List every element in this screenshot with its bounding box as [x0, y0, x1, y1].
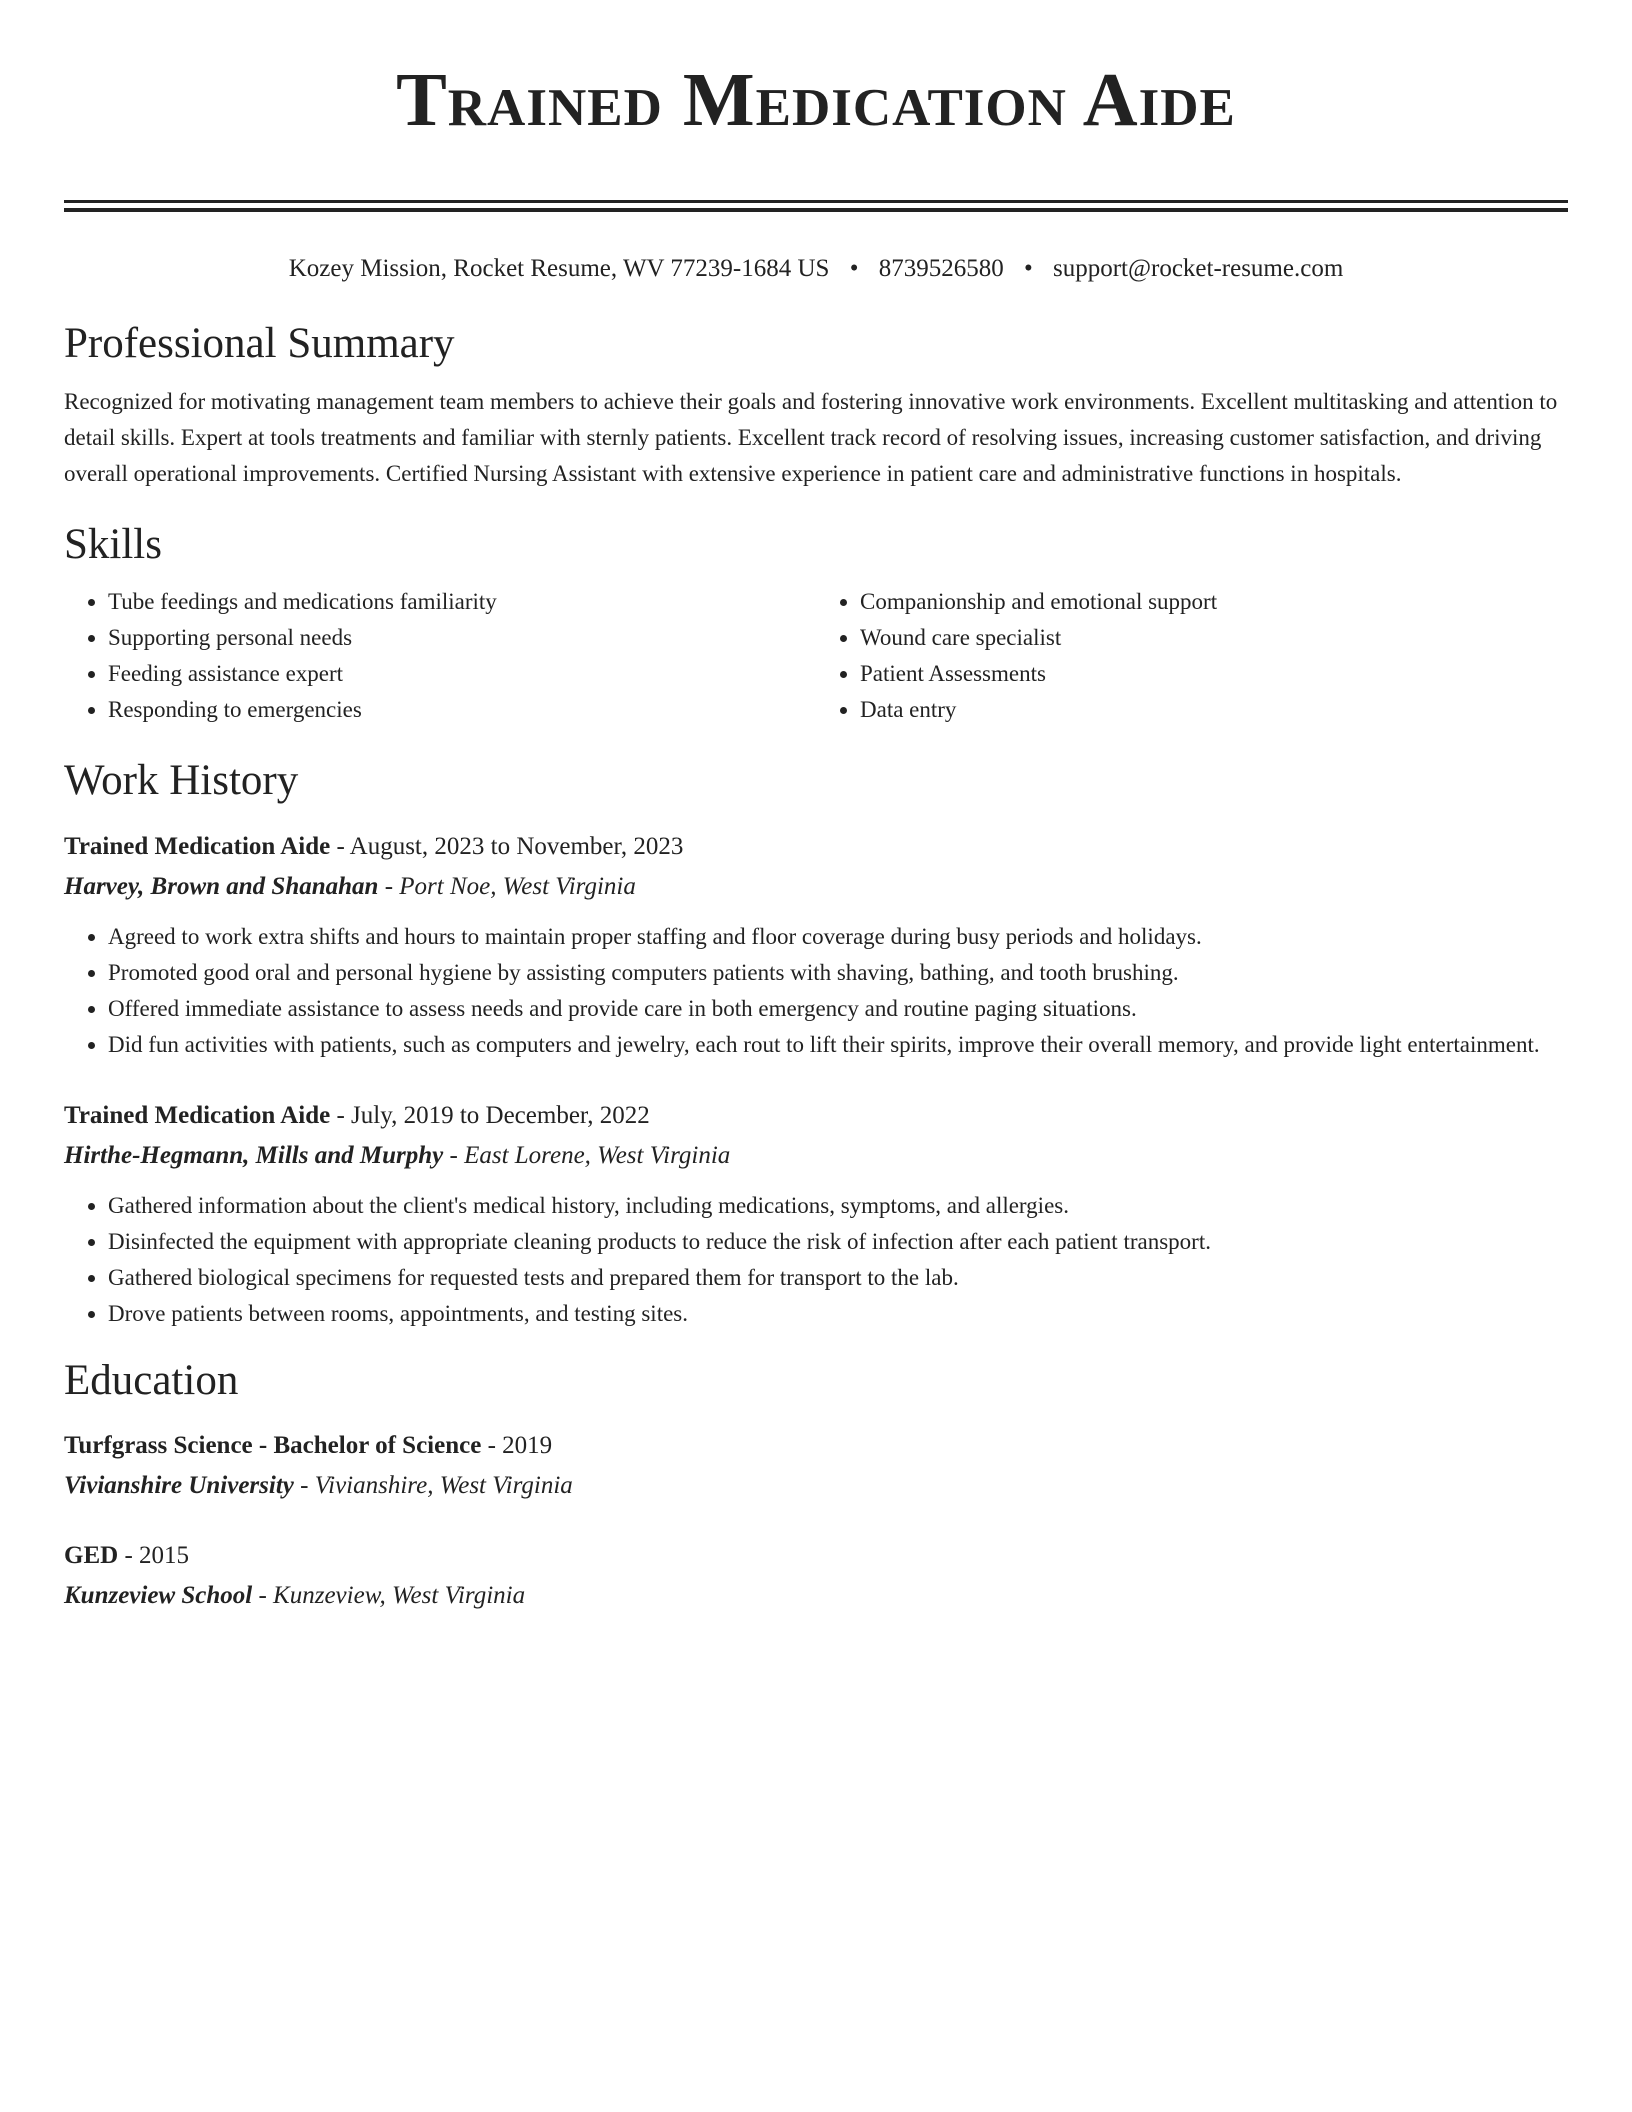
job-title: Trained Medication Aide [64, 1101, 331, 1129]
education-school: Vivianshire University [64, 1472, 294, 1500]
summary-section [64, 318, 1568, 492]
education-degree: GED [64, 1542, 119, 1570]
contact-address: Kozey Mission, Rocket Resume, WV 77239-1684 US [288, 255, 830, 282]
contact-separator: • [1023, 255, 1033, 282]
job-bullet: • Gathered information about the client's medical history, including medications, symptoms, and allergies. [108, 1188, 1568, 1224]
education-school-line [64, 1576, 1568, 1616]
job-company-line [64, 867, 1568, 907]
job-title-line [64, 1096, 1568, 1136]
education-degree-line [64, 1536, 1568, 1576]
education-year: - 2019 [481, 1432, 553, 1460]
skill-item: • Companionship and emotional support [860, 584, 1568, 620]
summary-heading: Professional Summary [64, 320, 455, 367]
skill-item: • Feeding assistance expert [108, 656, 816, 692]
skills-columns [64, 584, 1568, 728]
job-bullets [64, 1188, 1568, 1332]
job-dates: - July, 2019 to December, 2022 [330, 1101, 650, 1129]
contact-separator: • [849, 255, 859, 282]
job-company: Hirthe-Hegmann, Mills and Murphy [64, 1141, 444, 1169]
education-spacer [64, 1506, 1568, 1536]
job-bullet: • Drove patients between rooms, appointments, and testing sites. [108, 1296, 1568, 1332]
job-title: Trained Medication Aide [64, 832, 331, 860]
contact-line [64, 249, 1568, 289]
skill-item: • Wound care specialist [860, 620, 1568, 656]
education-school-line [64, 1466, 1568, 1506]
education-degree: Turfgrass Science - Bachelor of Science [64, 1432, 482, 1460]
education-degree-line [64, 1426, 1568, 1466]
skills-section [64, 519, 1568, 729]
work-history-section [64, 755, 1568, 1332]
job-bullet: • Gathered biological specimens for requested tests and prepared them for transport to the lab. [108, 1260, 1568, 1296]
job-company-line [64, 1136, 1568, 1176]
resume-name: Trained Medication Aide [396, 58, 1236, 142]
education-section [64, 1355, 1568, 1617]
skill-item: • Patient Assessments [860, 656, 1568, 692]
skills-heading: Skills [64, 520, 162, 568]
job-company: Harvey, Brown and Shanahan [64, 872, 379, 900]
summary-text: Recognized for motivating management team members to achieve their goals and fostering innovative work environments. Excellent multitasking and attention to detail skills. Expert at tools treatments and familiar with sternly patients. Excellent track record of resolving issues, increasing customer satisfaction, and driving overall operational improvements. Certified Nursing Assistant with extensive experience in patient care and administrative functions in hospitals. [64, 388, 1558, 486]
education-location: - Kunzeview, West Virginia [252, 1582, 526, 1610]
job-bullets [64, 919, 1568, 1063]
education-year: - 2015 [118, 1542, 190, 1570]
job-dates: - August, 2023 to November, 2023 [330, 832, 684, 860]
skills-list-left [64, 584, 816, 728]
education-location: - Vivianshire, West Virginia [293, 1472, 573, 1500]
contact-email: support@rocket-resume.com [1052, 255, 1344, 282]
job-entry [64, 827, 1568, 1063]
job-bullet: • Offered immediate assistance to assess needs and provide care in both emergency and routine paging situations. [108, 991, 1568, 1027]
education-heading: Education [64, 1356, 239, 1404]
skill-item: • Supporting personal needs [108, 620, 816, 656]
contact-phone: 8739526580 [878, 255, 1004, 282]
job-bullet: • Did fun activities with patients, such as computers and jewelry, each rout to lift their spirits, improve their overall memory, and provide light entertainment. [108, 1027, 1568, 1063]
job-title-line [64, 827, 1568, 867]
header-rule-thin [64, 200, 1568, 203]
skill-item: • Responding to emergencies [108, 692, 816, 728]
education-entry [64, 1426, 1568, 1506]
education-entry [64, 1536, 1568, 1616]
education-school: Kunzeview School [64, 1582, 253, 1610]
job-bullet: • Promoted good oral and personal hygiene by assisting computers patients with shaving, bathing, and tooth brushing. [108, 955, 1568, 991]
header-rule-thick [64, 208, 1568, 212]
job-entry [64, 1096, 1568, 1332]
job-location: - East Lorene, West Virginia [443, 1141, 731, 1169]
job-bullet: • Disinfected the equipment with appropriate cleaning products to reduce the risk of infection after each patient transport. [108, 1224, 1568, 1260]
work-history-heading: Work History [64, 757, 299, 805]
skills-list-right [816, 584, 1568, 728]
job-bullet: • Agreed to work extra shifts and hours to maintain proper staffing and floor coverage during busy periods and holidays. [108, 919, 1568, 955]
job-location: - Port Noe, West Virginia [378, 872, 636, 900]
job-spacer [64, 1063, 1568, 1096]
skill-item: • Data entry [860, 692, 1568, 728]
skill-item: • Tube feedings and medications familiarity [108, 584, 816, 620]
